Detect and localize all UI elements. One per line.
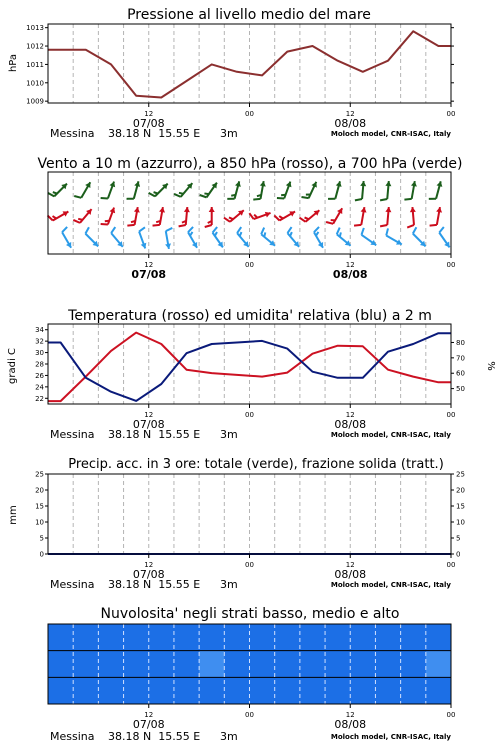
wind-barb-850hpa [73,209,91,223]
cloud-cell-medio [48,651,74,678]
cloud-cell-basso [124,677,150,704]
barb-feather [240,232,242,236]
precip-elevation: 3m [220,578,238,591]
x-tick-label: 12 [144,110,154,118]
barb-feather [149,193,155,197]
wind-barb-10m [337,228,351,246]
barb-feather [179,225,186,226]
cloud-cell-basso [224,677,250,704]
barb-feather [316,232,318,236]
barb-feather [380,199,387,200]
barb-feather [205,225,212,227]
cloud-cell-medio [401,651,427,678]
cloud-cell-alto [73,624,99,651]
barb-feather [174,194,181,197]
x-tick-label: 12 [345,261,355,269]
cloud-cell-alto [174,624,200,651]
barb-feather [78,219,82,220]
x-tick-label: 00 [446,110,456,118]
barb-feather [249,213,253,219]
x-tick-label: 12 [144,261,154,269]
y-tick-label: 20 [35,486,44,495]
x-tick-label: 12 [144,561,154,569]
cloud-cell-alto [275,624,301,651]
y-tick-label: 0 [39,550,44,559]
y-tick-label: 28 [35,360,44,369]
temperature-location: Messina [50,428,95,441]
wind-barb-850hpa [153,207,165,225]
wind-barb-850hpa [274,211,295,220]
y-tick-label: 1010 [26,79,44,88]
cloud-elevation: 3m [220,730,238,743]
cloud-cell-medio [98,651,124,678]
wind-barb-10m [287,227,299,247]
barb-feather [337,228,340,235]
barb-feather [354,225,361,226]
temperature-elevation: 3m [220,428,238,441]
wind-barb-850hpa [205,207,215,227]
cloud-cell-basso [149,677,175,704]
wind-barb-700hpa [277,182,292,199]
wind-barb-700hpa [200,183,217,198]
cloud-cell-alto [300,624,326,651]
wind-barb-850hpa [179,207,190,226]
cloud-cell-medio [250,651,276,678]
cloud-cell-medio [73,651,99,678]
barb-feather [105,221,109,222]
barb-feather [380,225,387,226]
y-tick-label: 26 [35,371,44,380]
barb-feather [53,192,57,193]
wind-barb-700hpa [174,183,192,197]
barb-feather [153,225,160,226]
temperature-coords: 38.18 N 15.55 E [108,428,201,441]
wind-barb-10m [439,227,449,247]
y-tick-label-right: 70 [456,354,465,363]
barb-feather [439,227,444,233]
x-tick-label: 00 [446,411,456,419]
barb-feather [139,227,145,231]
barb-feather [229,217,233,219]
wind-barb-700hpa [429,181,443,199]
barb-feather [73,220,80,223]
temperature-title: Temperatura (rosso) ed umidita' relativa (blu) a 2 m [68,308,432,324]
wind-barb-700hpa [74,182,90,198]
wind-barb-10m [188,227,197,248]
barb-feather [131,221,135,222]
x-tick-label: 00 [245,110,254,118]
cloud-cell-medio [174,651,200,678]
barb-feather [166,228,173,231]
precip-ylabel: mm [8,505,19,525]
y-tick-label: 1009 [26,97,44,106]
barb-feather [200,195,207,197]
barb-feather [190,232,192,236]
y-tick-label: 10 [35,518,44,527]
cloud-panel [48,606,455,743]
y-tick-label: 32 [35,337,44,346]
x-tick-label: 00 [245,561,254,569]
x-tick-label: 00 [446,261,456,269]
cloud-location: Messina [50,730,95,743]
y-tick-label: 15 [35,502,44,511]
cloud-cell-alto [124,624,150,651]
x-tick-label: 12 [345,411,355,419]
cloud-cell-medio [325,651,351,678]
cloud-cell-alto [250,624,276,651]
barb-feather [188,227,193,232]
wind-barb-10m [111,227,123,247]
barb-head [360,181,366,186]
cloud-cell-alto [401,624,427,651]
barb-feather [314,227,319,232]
wind-barb-850hpa [326,208,342,224]
barb-feather [53,216,57,218]
cloud-cell-alto [375,624,401,651]
cloud-credit: Moloch model, CNR-ISAC, Italy [330,733,451,741]
y-tick-label: 1011 [26,60,44,69]
x-tick-label: 12 [144,411,154,419]
barb-feather [290,232,292,236]
wind-barb-850hpa [224,210,244,222]
cloud-cell-basso [174,677,200,704]
barb-feather [340,232,341,236]
barb-feather [74,196,81,198]
cloud-cell-basso [250,677,276,704]
barb-feather [127,225,134,226]
barb-feather [305,217,309,219]
wind-barb-10m [213,227,223,247]
wind-barb-700hpa [355,181,366,200]
pressure-panel [8,7,455,140]
wind-barb-10m [314,227,323,248]
barb-head [209,207,215,212]
wind-barb-850hpa [48,211,69,220]
cloud-cell-medio [199,651,225,678]
barb-feather [361,228,363,235]
date-label: 07/08 [132,568,165,581]
date-label: 07/08 [131,268,167,281]
date-label: 08/08 [334,568,367,581]
plot-frame [48,172,451,254]
wind-barb-700hpa [328,181,342,199]
barb-feather [277,198,284,199]
barb-feather [407,225,414,228]
cloud-cell-medio [149,651,175,678]
barb-feather [404,199,411,200]
wind-barb-700hpa [227,181,241,199]
precip-location: Messina [50,578,95,591]
wind-barb-700hpa [127,181,141,199]
cloud-cell-basso [375,677,401,704]
y-tick-label-right: 15 [456,502,465,511]
barb-feather [204,193,208,194]
wind-barb-850hpa [127,207,139,225]
cloud-cell-alto [48,624,74,651]
x-tick-label: 00 [446,711,456,719]
cloud-cell-alto [426,624,452,651]
y-tick-label: 22 [35,394,44,403]
pressure-ylabel: hPa [8,53,19,73]
cloud-cell-alto [325,624,351,651]
y-tick-label-right: 10 [456,518,465,527]
y-tick-label-right: 50 [456,385,465,394]
cloud-cell-medio [275,651,301,678]
x-tick-label: 12 [345,561,355,569]
cloud-cell-basso [401,677,427,704]
date-label: 07/08 [132,117,165,130]
barb-feather [215,232,217,236]
cloud-cell-basso [426,677,452,704]
x-tick-label: 12 [144,711,154,719]
cloud-cell-medio [300,651,326,678]
date-label: 07/08 [132,718,165,731]
cloud-cell-medio [375,651,401,678]
barb-feather [254,215,257,218]
barb-feather [253,199,260,200]
date-label: 08/08 [334,418,367,431]
wind-barb-850hpa [300,210,320,222]
barb-head [385,181,391,186]
barb-head [184,207,190,212]
precip-panel [8,457,465,591]
cloud-cell-medio [224,651,250,678]
y-tick-label: 1013 [26,24,44,33]
cloud-cell-basso [325,677,351,704]
wind-panel [37,156,462,281]
cloud-cell-basso [73,677,99,704]
temperature-panel [7,308,496,441]
y-tick-label-right: 60 [456,369,465,378]
wind-barb-700hpa [380,181,391,200]
barb-feather [179,193,183,194]
plot-frame [48,324,451,404]
barb-feather [101,224,108,225]
pressure-elevation: 3m [220,127,238,140]
wind-barb-700hpa [404,181,416,199]
wind-barb-10m [261,228,275,246]
date-label: 08/08 [334,117,367,130]
wind-barb-700hpa [101,182,116,199]
pressure-coords: 38.18 N 15.55 E [108,127,201,140]
barb-feather [355,199,362,200]
wind-barb-850hpa [249,212,270,219]
cloud-cell-basso [98,677,124,704]
wind-barb-10m [386,228,402,244]
plot-frame [48,474,451,554]
barb-feather [301,197,308,198]
cloud-cell-basso [300,677,326,704]
y-tick-label-right: 5 [456,534,461,543]
wind-barb-700hpa [149,184,168,197]
cloud-cell-alto [224,624,250,651]
barb-feather [48,193,54,197]
cloud-cell-basso [199,677,225,704]
barb-feather [62,227,67,232]
date-label: 08/08 [332,268,368,281]
cloud-cell-basso [48,677,74,704]
barb-feather [257,195,261,196]
barb-feather [413,227,417,233]
barb-feather [231,195,235,196]
y-tick-label: 25 [35,470,44,479]
cloud-cell-medio [124,651,150,678]
barb-feather [101,198,108,199]
wind-barb-10m [85,227,98,246]
wind-barb-850hpa [430,207,442,225]
cloud-cell-medio [350,651,376,678]
x-tick-label: 00 [446,561,456,569]
x-tick-label: 00 [245,411,254,419]
barb-feather [264,232,265,236]
wind-barb-850hpa [354,207,366,225]
cloud-cell-alto [149,624,175,651]
wind-barb-10m [361,228,376,245]
y-tick-label: 34 [35,326,44,335]
pressure-title: Pressione al livello medio del mare [127,7,371,23]
barb-head [385,207,391,212]
y-tick-label-right: 0 [456,550,461,559]
y-tick-label-right: 25 [456,470,465,479]
date-label: 08/08 [334,718,367,731]
precip-credit: Moloch model, CNR-ISAC, Italy [330,581,451,589]
wind-barb-700hpa [253,181,265,199]
wind-barb-700hpa [301,182,316,198]
y-tick-label-right: 20 [456,486,465,495]
barb-feather [281,195,285,196]
x-tick-label: 00 [245,261,254,269]
cloud-cell-medio [426,651,452,678]
precip-title: Precip. acc. in 3 ore: totale (verde), frazione solida (tratt.) [68,457,444,472]
barb-feather [326,222,333,224]
wind-barb-10m [139,227,146,248]
wind-barb-10m [165,228,172,249]
cloud-cell-alto [350,624,376,651]
pressure-location: Messina [50,127,95,140]
barb-feather [156,221,160,222]
barb-feather [261,228,264,235]
cloud-cell-basso [350,677,376,704]
wind-barb-700hpa [48,184,67,197]
temperature-ylabel: gradi C [7,348,18,384]
wind-barb-10m [237,227,249,247]
wind-barb-10m [413,227,426,246]
wind-barb-10m [62,227,71,248]
date-label: 07/08 [132,418,165,431]
cloud-cell-basso [275,677,301,704]
cloud-coords: 38.18 N 15.55 E [108,730,201,743]
barb-feather [430,225,437,226]
humidity-ylabel: % [485,361,496,371]
y-tick-label-right: 80 [456,338,465,347]
wind-barb-850hpa [407,207,416,228]
barb-feather [279,216,283,218]
wind-barb-850hpa [380,207,391,226]
barb-feather [111,227,115,233]
cloud-title: Nuvolosita' negli strati basso, medio e alto [100,606,400,622]
y-tick-label: 5 [39,534,44,543]
wind-title: Vento a 10 m (azzurro), a 850 hPa (rosso), a 700 hPa (verde) [37,156,463,172]
barb-feather [386,228,388,235]
x-tick-label: 00 [245,711,254,719]
x-tick-label: 12 [345,110,355,118]
y-tick-label: 24 [35,383,44,392]
cloud-cell-alto [199,624,225,651]
barb-head [410,207,416,212]
temperature-credit: Moloch model, CNR-ISAC, Italy [330,431,451,439]
cloud-cell-alto [98,624,124,651]
barb-feather [154,192,158,193]
y-tick-label: 30 [35,349,44,358]
x-tick-label: 12 [345,711,355,719]
barb-feather [85,227,89,233]
wind-barb-850hpa [101,208,116,225]
precip-coords: 38.18 N 15.55 E [108,578,201,591]
pressure-credit: Moloch model, CNR-ISAC, Italy [330,130,451,138]
y-tick-label: 1012 [26,42,44,51]
